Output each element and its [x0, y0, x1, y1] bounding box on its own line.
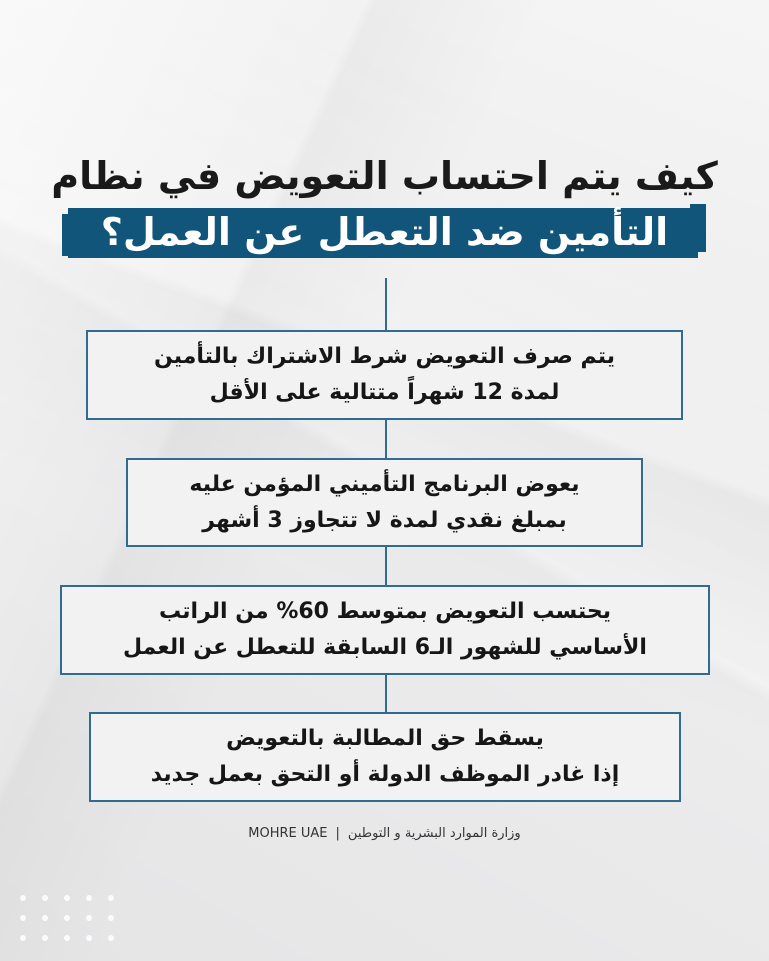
connector-line: [385, 420, 387, 458]
footer-brand: MOHRE UAE: [248, 826, 328, 841]
footer: [0, 826, 769, 841]
card-line: الأساسي للشهور الـ6 السابقة للتعطل عن العمل: [123, 635, 647, 660]
card-line: يسقط حق المطالبة بالتعويض: [226, 726, 544, 751]
info-card: [60, 585, 710, 675]
connector-line: [385, 278, 387, 330]
footer-separator: |: [335, 826, 340, 841]
info-card: [89, 712, 681, 802]
title-line-1-wrap: [40, 150, 729, 202]
info-card: [86, 330, 683, 420]
card-line: يحتسب التعويض بمتوسط 60% من الراتب: [159, 599, 611, 624]
card-line: إذا غادر الموظف الدولة أو التحق بعمل جديد: [150, 762, 620, 787]
info-card: [126, 458, 643, 547]
card-line: بمبلغ نقدي لمدة لا تتجاوز 3 أشهر: [202, 507, 567, 533]
title-line-2: التأمين ضد التعطل عن العمل؟: [100, 210, 669, 254]
connector-line: [385, 675, 387, 712]
title-line-1: كيف يتم احتساب التعويض في نظام: [51, 154, 718, 198]
card-line: يتم صرف التعويض شرط الاشتراك بالتأمين: [153, 344, 616, 369]
footer-ministry: وزارة الموارد البشرية و التوطين: [347, 826, 521, 841]
card-line: لمدة 12 شهراً متتالية على الأقل: [209, 380, 560, 405]
connector-line: [385, 547, 387, 585]
card-line: يعوض البرنامج التأميني المؤمن عليه: [189, 471, 580, 497]
